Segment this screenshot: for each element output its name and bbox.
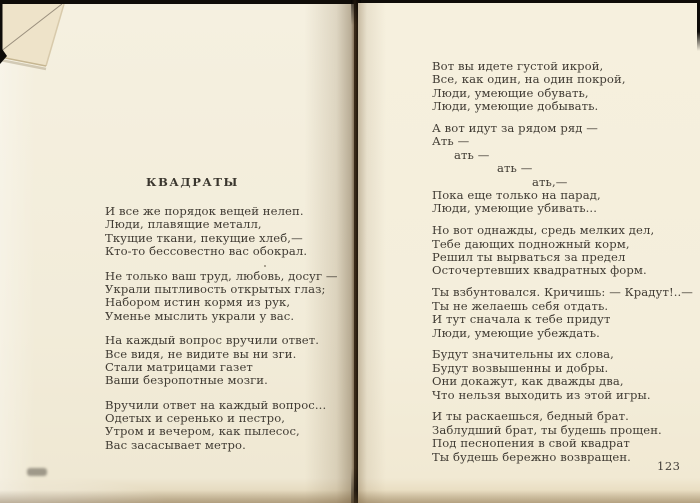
poem-line: Люди, умеющие добывать. (432, 99, 599, 114)
poem-line: Тебе дающих подножный корм, (432, 236, 630, 251)
stanza (432, 348, 693, 402)
poem-line: Что нельзя выходить из этой игры. (432, 387, 651, 402)
poem-line: Одетых и серенько и пестро, (105, 411, 286, 426)
poem-line: Люди, плавящие металл, (105, 217, 262, 232)
stanza (105, 334, 338, 388)
poem-line: И все же порядок вещей нелеп. (105, 204, 304, 218)
poem-line: Будут значительны их слова, (432, 347, 614, 362)
right-page (358, 3, 700, 503)
poem-line: Ты будешь бережно возвращен. (432, 449, 631, 464)
poem-line: Решил ты вырваться за предел (432, 250, 626, 265)
stanza (432, 224, 693, 278)
poem-line: ать — (497, 161, 533, 176)
stanza (432, 122, 693, 216)
poem-line: А вот идут за рядом ряд — (432, 121, 598, 136)
poem-line: Будут возвышенны и добры. (432, 360, 609, 375)
poem-title: КВАДРАТЫ (146, 175, 239, 189)
stanza (432, 410, 693, 464)
poem-line: Уменье мыслить украли у вас. (105, 308, 295, 323)
poem-line: Стали матрицами газет (105, 359, 253, 374)
poem-line: Ты не желаешь себя отдать. (432, 298, 609, 313)
poem-line: Пока еще только на парад, (432, 188, 601, 203)
stanza (105, 399, 338, 453)
poem-line: Украли пытливость открытых глаз; (105, 281, 326, 296)
poem-line: ать — (454, 147, 490, 162)
poem-line: Вот вы идете густой икрой, (432, 59, 604, 73)
poem-line: Заблудший брат, ты будешь прощен. (432, 422, 662, 437)
poem-line: Люди, умеющие убивать... (432, 201, 598, 216)
poem-line: Все, как один, на один покрой, (432, 72, 626, 87)
right-poem (432, 60, 693, 473)
poem-line: Ваши безропотные мозги. (105, 373, 268, 388)
poem-line: Но вот однажды, средь мелких дел, (432, 223, 655, 238)
poem-line: Ткущие ткани, пекущие хлеб,— (105, 230, 303, 245)
stanza (432, 60, 693, 114)
poem-line: На каждый вопрос вручили ответ. (105, 333, 320, 348)
poem-line: Под песнопения в свой квадрат (432, 436, 630, 451)
poem-line: ать,— (532, 174, 568, 189)
stanza (105, 205, 338, 259)
folded-corner-icon (0, 4, 140, 114)
poem-line: Утром и вечером, как пылесос, (105, 424, 300, 439)
poem-line: Все видя, не видите вы ни зги. (105, 346, 297, 361)
poem-line: Вас засасывает метро. (105, 437, 246, 452)
page-number: 123 (657, 459, 681, 473)
poem-line: Люди, умеющие обувать, (432, 85, 589, 100)
left-poem (105, 205, 338, 463)
poem-line: Вручили ответ на каждый вопрос... (105, 397, 327, 412)
poem-line: И ты раскаешься, бедный брат. (432, 409, 629, 424)
paper-speck (264, 265, 266, 267)
poem-line: И тут сначала к тебе придут (432, 312, 611, 327)
poem-line: Ать — (432, 134, 470, 149)
stanza (105, 270, 338, 324)
ink-smudge (27, 468, 47, 476)
poem-line: Люди, умеющие убеждать. (432, 325, 600, 340)
poem-line: Они докажут, как дважды два, (432, 374, 624, 389)
poem-line: Осточертевших квадратных форм. (432, 263, 647, 278)
stanza (432, 286, 693, 340)
poem-line: Кто-то бессовестно вас обокрал. (105, 244, 308, 259)
poem-line: Не только ваш труд, любовь, досуг — (105, 268, 338, 283)
poem-line: Набором истин кормя из рук, (105, 295, 291, 310)
poem-line: Ты взбунтовался. Кричишь: — Крадут!..— (432, 285, 693, 300)
left-page (0, 4, 354, 503)
